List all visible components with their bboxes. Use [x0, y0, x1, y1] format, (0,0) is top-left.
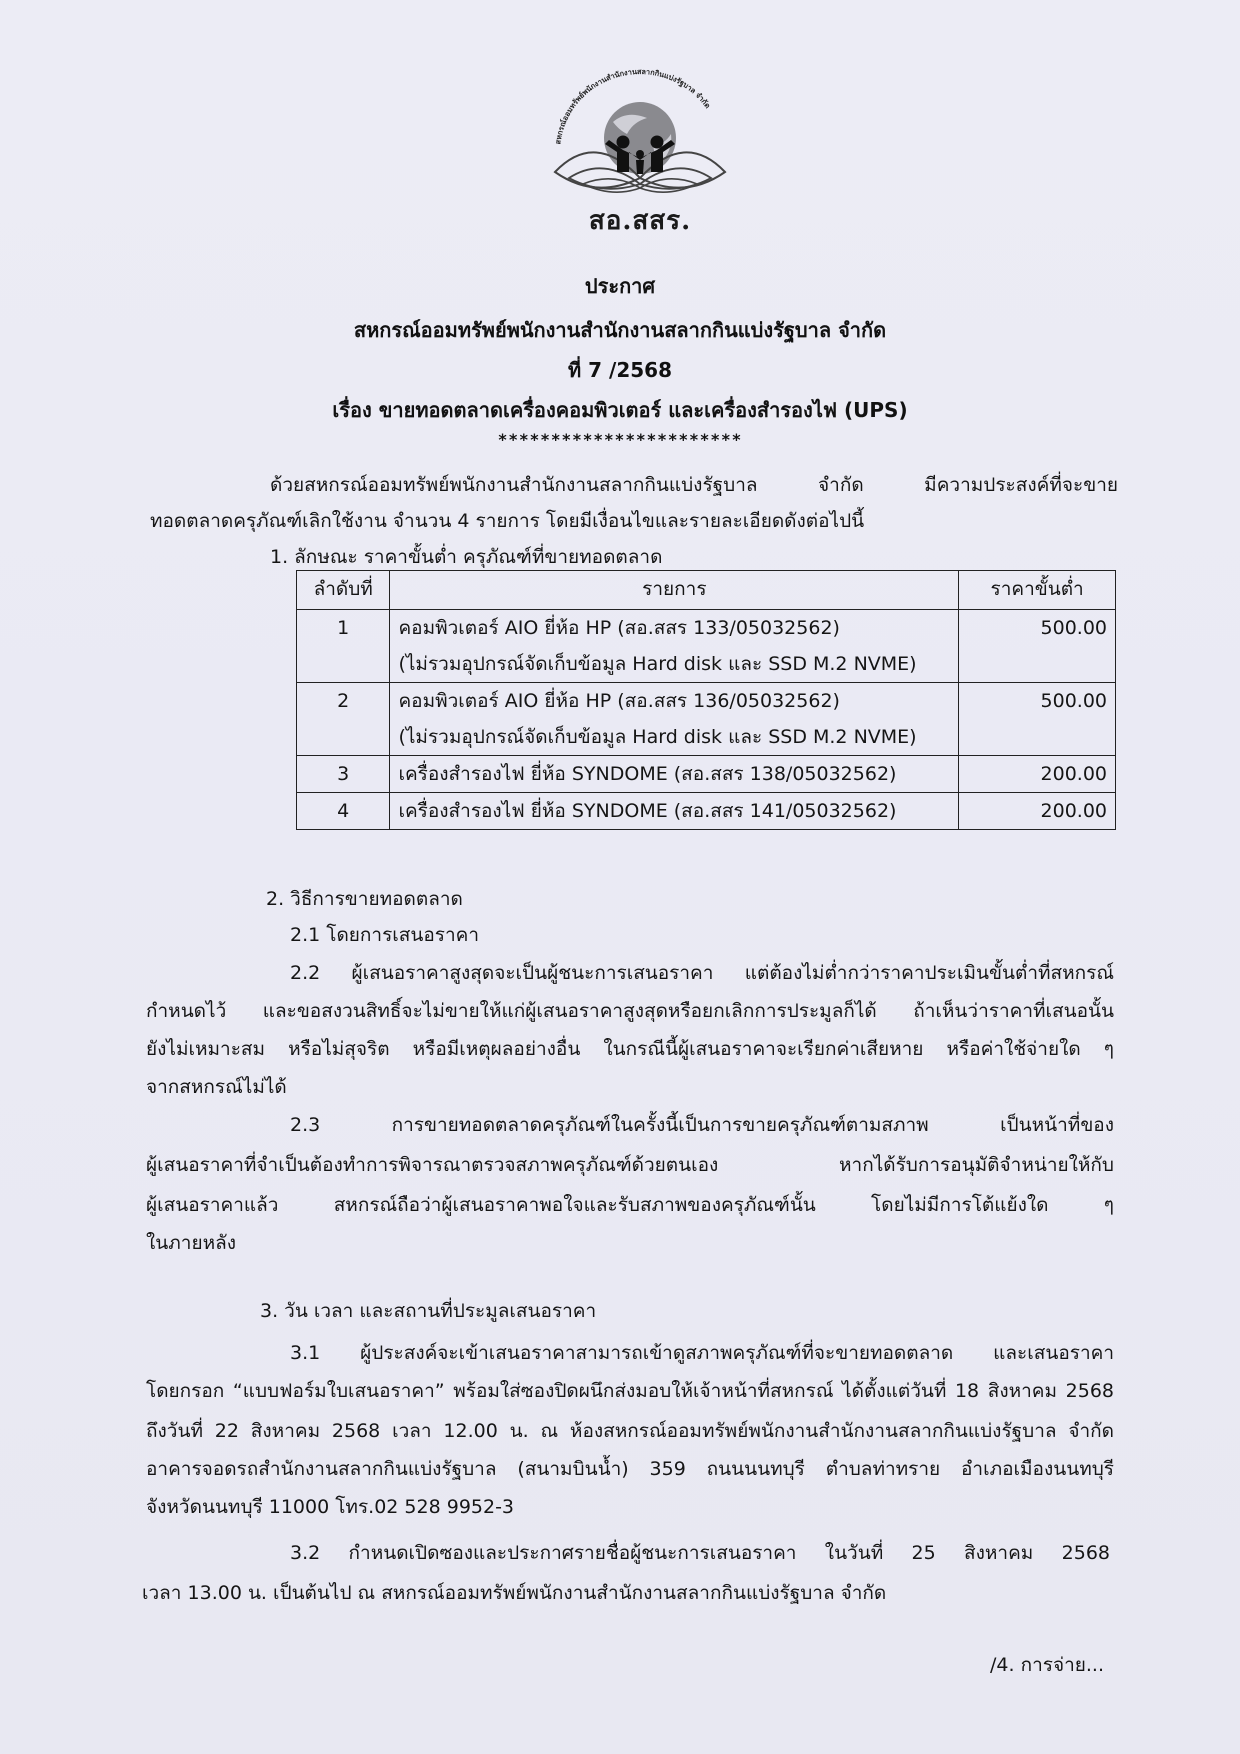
- row-price: 500.00: [959, 683, 1116, 756]
- row-description: [390, 793, 959, 830]
- section-3-1-line-5: จังหวัดนนทบุรี 11000 โทร.02 528 9952-3: [146, 1496, 515, 1518]
- logo-arc-text: สหกรณ์ออมทรัพย์พนักงานสำนักงานสลากกินแบ่งรัฐบาล จำกัด: [553, 66, 713, 145]
- table-row: [297, 683, 1116, 756]
- organization-name: สหกรณ์ออมทรัพย์พนักงานสำนักงานสลากกินแบ่งรัฐบาล จำกัด: [353, 318, 887, 342]
- row-number: 2: [297, 683, 390, 756]
- announcement-number: ที่ 7 /2568: [568, 358, 672, 382]
- column-header-item: รายการ: [390, 571, 959, 610]
- section-2-3-line-1: 2.3 การขายทอดตลาดครุภัณฑ์ในครั้งนี้เป็นการขายครุภัณฑ์ตามสภาพ เป็นหน้าที่ของ: [290, 1114, 1114, 1136]
- section-3-heading: 3. วัน เวลา และสถานที่ประมูลเสนอราคา: [260, 1300, 597, 1322]
- section-2-2-line-3: ยังไม่เหมาะสม หรือไม่สุจริต หรือมีเหตุผลอย่างอื่น ในกรณีนี้ผู้เสนอราคาจะเรียกค่าเสียหาย หรือค่าใช้จ่ายใด ๆ: [146, 1038, 1114, 1060]
- row-price: 200.00: [959, 756, 1116, 793]
- table-header-row: [297, 571, 1116, 610]
- section-3-1-line-2: โดยกรอก “แบบฟอร์มใบเสนอราคา” พร้อมใส่ซองปิดผนึกส่งมอบให้เจ้าหน้าที่สหกรณ์ ได้ตั้งแต่วันที่ 18 สิงหาคม 2568: [146, 1380, 1114, 1402]
- column-header-no: ลำดับที่: [297, 571, 390, 610]
- row-description-line-1: คอมพิวเตอร์ AIO ยี่ห้อ HP (สอ.สสร 133/05032562): [398, 617, 840, 639]
- section-2-heading: 2. วิธีการขายทอดตลาด: [266, 888, 463, 910]
- row-description-line-1: คอมพิวเตอร์ AIO ยี่ห้อ HP (สอ.สสร 136/05032562): [398, 690, 840, 712]
- cooperative-logo: [535, 60, 745, 240]
- row-price: 500.00: [959, 610, 1116, 683]
- row-description-line-1: เครื่องสำรองไฟ ยี่ห้อ SYNDOME (สอ.สสร 138/05032562): [398, 763, 897, 785]
- announcement-subject: เรื่อง ขายทอดตลาดเครื่องคอมพิวเตอร์ และเครื่องสำรองไฟ (UPS): [332, 398, 908, 422]
- items-table: [296, 570, 1116, 830]
- row-number: 4: [297, 793, 390, 830]
- section-3-1-line-4: อาคารจอดรถสำนักงานสลากกินแบ่งรัฐบาล (สนามบินน้ำ) 359 ถนนนนทบุรี ตำบลท่าทราย อำเภอเมืองนนทบุรี: [146, 1458, 1114, 1480]
- continued-marker: /4. การจ่าย...: [990, 1654, 1104, 1676]
- intro-line-1: ด้วยสหกรณ์ออมทรัพย์พนักงานสำนักงานสลากกินแบ่งรัฐบาล จำกัด มีความประสงค์ที่จะขาย: [270, 474, 1118, 496]
- row-description: [390, 756, 959, 793]
- section-2-2-line-1: 2.2 ผู้เสนอราคาสูงสุดจะเป็นผู้ชนะการเสนอราคา แต่ต้องไม่ต่ำกว่าราคาประเมินขั้นต่ำที่สหกรณ์: [290, 962, 1114, 984]
- section-2-2-line-4: จากสหกรณ์ไม่ได้: [146, 1076, 287, 1098]
- logo-abbreviation: สอ.สสร.: [588, 206, 692, 236]
- table-row: [297, 793, 1116, 830]
- section-2-3-line-4: ในภายหลัง: [146, 1232, 237, 1254]
- section-3-1-line-3: ถึงวันที่ 22 สิงหาคม 2568 เวลา 12.00 น. ณ ห้องสหกรณ์ออมทรัพย์พนักงานสำนักงานสลากกินแบ่งรัฐบาล จำกัด: [146, 1420, 1114, 1442]
- row-number: 3: [297, 756, 390, 793]
- section-3-1-line-1: 3.1 ผู้ประสงค์จะเข้าเสนอราคาสามารถเข้าดูสภาพครุภัณฑ์ที่จะขายทอดตลาด และเสนอราคา: [290, 1342, 1114, 1364]
- table-row: [297, 756, 1116, 793]
- section-3-2-line-2: เวลา 13.00 น. เป็นต้นไป ณ สหกรณ์ออมทรัพย์พนักงานสำนักงานสลากกินแบ่งรัฐบาล จำกัด: [142, 1582, 887, 1604]
- section-2-3-line-3: ผู้เสนอราคาแล้ว สหกรณ์ถือว่าผู้เสนอราคาพอใจและรับสภาพของครุภัณฑ์นั้น โดยไม่มีการโต้แย้งใด ๆ: [146, 1194, 1114, 1216]
- section-3-2-line-1: 3.2 กำหนดเปิดซองและประกาศรายชื่อผู้ชนะการเสนอราคา ในวันที่ 25 สิงหาคม 2568: [290, 1542, 1110, 1564]
- row-description: [390, 683, 959, 756]
- row-description-line-1: เครื่องสำรองไฟ ยี่ห้อ SYNDOME (สอ.สสร 141/05032562): [398, 800, 897, 822]
- row-description-line-2: (ไม่รวมอุปกรณ์จัดเก็บข้อมูล Hard disk และ SSD M.2 NVME): [398, 726, 917, 748]
- table-row: [297, 610, 1116, 683]
- row-number: 1: [297, 610, 390, 683]
- row-description-line-2: (ไม่รวมอุปกรณ์จัดเก็บข้อมูล Hard disk และ SSD M.2 NVME): [398, 653, 917, 675]
- family-lotus-emblem-icon: [535, 60, 745, 210]
- section-1-heading: 1. ลักษณะ ราคาขั้นต่ำ ครุภัณฑ์ที่ขายทอดตลาด: [270, 546, 663, 568]
- column-header-price: ราคาขั้นต่ำ: [959, 571, 1116, 610]
- section-2-1: 2.1 โดยการเสนอราคา: [290, 924, 480, 946]
- row-description: [390, 610, 959, 683]
- section-2-2-line-2: กำหนดไว้ และขอสงวนสิทธิ์จะไม่ขายให้แก่ผู้เสนอราคาสูงสุดหรือยกเลิกการประมูลก็ได้ ถ้าเห็นว่าราคาที่เสนอนั้น: [146, 1000, 1114, 1022]
- announcement-type: ประกาศ: [584, 274, 656, 298]
- intro-line-2: ทอดตลาดครุภัณฑ์เลิกใช้งาน จำนวน 4 รายการ โดยมีเงื่อนไขและรายละเอียดดังต่อไปนี้: [150, 510, 865, 532]
- divider-stars: ***********************: [497, 430, 743, 449]
- row-price: 200.00: [959, 793, 1116, 830]
- section-2-3-line-2: ผู้เสนอราคาที่จำเป็นต้องทำการพิจารณาตรวจสภาพครุภัณฑ์ด้วยตนเอง หากได้รับการอนุมัติจำหน่ายให้กับ: [146, 1154, 1114, 1176]
